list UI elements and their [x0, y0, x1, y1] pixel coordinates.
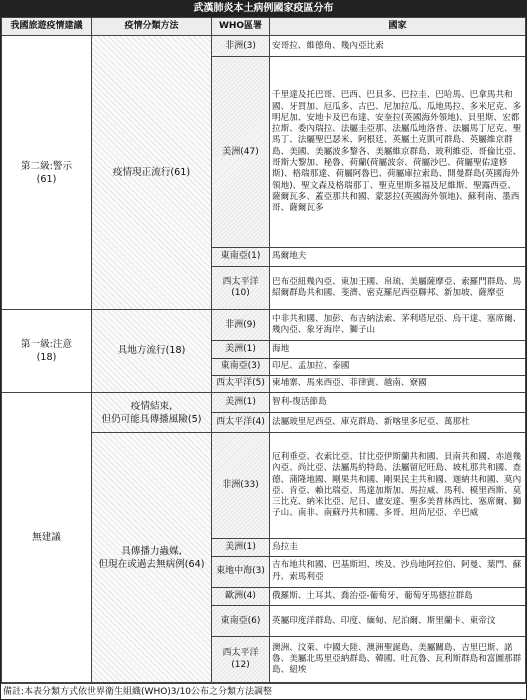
- region-cell: 非洲(33): [212, 433, 270, 539]
- country-cell: 智利-復活節島: [270, 392, 526, 412]
- region-cell: 西太平洋(10): [212, 266, 270, 309]
- method-ended: 疫情結束, 但仍可能具傳播風險(5): [92, 392, 212, 432]
- country-cell: 中非共和國、加彭、布吉納法索、茅利塔尼亞、烏干達、塞席爾、幾內亞、象牙海岸、獅子山: [270, 310, 526, 341]
- advisory-count: (61): [36, 173, 57, 185]
- region-cell: 美洲(1): [212, 539, 270, 556]
- advisory-label: 第一級:注意: [20, 338, 73, 350]
- advisory-none: 無建議: [2, 392, 92, 682]
- country-cell: 法屬玻里尼西亞、庫克群島、新喀里多尼亞、萬那杜: [270, 413, 526, 433]
- method-level1: 具地方流行(18): [92, 310, 212, 393]
- country-cell: 厄利垂亞、衣索比亞、甘比亞伊斯蘭共和國、貝南共和國、赤道幾內亞、尚比亞、法屬馬約特島、法屬留尼旺島、坡札那共和國、查德、蒲隆地國、剛果共和國、剛果民主共和國、迦納共和國、莫內亞、肯亞、賴比瑞亞、馬達加斯加、馬拉威、馬利、模里西斯、莫三比克、納米比亞、尼日、盧安達、聖多美普林西比、塞席爾、獅子山、南非、南蘇丹共和國、多哥、坦尚尼亞、辛巴威: [270, 433, 526, 539]
- table-row: [2, 310, 526, 341]
- advisory-label: 第二級:警示: [20, 160, 73, 172]
- region-cell: 東南亞(6): [212, 606, 270, 637]
- country-cell: 英屬印度洋群島、印度、緬甸、尼泊爾、斯里蘭卡、東帝汶: [270, 606, 526, 637]
- country-cell: 烏拉圭: [270, 539, 526, 556]
- table-row: [2, 36, 526, 57]
- method-vector: 具傳播力蟲媒, 但現在或過去無病例(64): [92, 433, 212, 683]
- region-cell: 東南亞(3): [212, 358, 270, 375]
- header-method: 疫情分類方法: [92, 18, 212, 36]
- region-cell: 非洲(3): [212, 36, 270, 57]
- epidemic-table: [1, 17, 526, 683]
- advisory-count: (18): [36, 351, 57, 363]
- method-level2: 疫情現正流行(61): [92, 36, 212, 310]
- region-cell: 西太平洋(5): [212, 375, 270, 392]
- header-who: WHO區署: [212, 18, 270, 36]
- header-advisory: 我國旅遊疫情建議: [2, 18, 92, 36]
- country-cell: 印尼、孟加拉、泰國: [270, 358, 526, 375]
- header-country: 國家: [270, 18, 526, 36]
- region-cell: 西太平洋(4): [212, 413, 270, 433]
- region-cell: 東地中海(3): [212, 556, 270, 587]
- country-cell: 海地: [270, 341, 526, 358]
- header-row: [2, 18, 526, 36]
- table-title: 武漢肺炎本土病例國家疫區分布: [1, 1, 526, 17]
- country-cell: 俄羅斯、土耳其、喬治亞-葡萄牙、葡萄牙馬德拉群島: [270, 587, 526, 605]
- country-cell: 吉布地共和國、巴基斯坦、埃及、沙烏地阿拉伯、阿曼、葉門、蘇丹、索馬利亞: [270, 556, 526, 587]
- region-cell: 西太平洋(12): [212, 637, 270, 683]
- region-cell: 歐洲(4): [212, 587, 270, 605]
- country-cell: 馬爾地夫: [270, 248, 526, 266]
- region-cell: 美洲(47): [212, 57, 270, 248]
- country-cell: 澳洲、汶萊、中國大陸、澳洲聖誕島、美屬關島、吉里巴斯、諾魯、美屬北馬里亞納群島、韓國、吐瓦魯、瓦利斯群島和富圖那群島、紐埃: [270, 637, 526, 683]
- footnote: 備註:本表分類方式依世界衛生組織(WHO)3/10公布之分類方法調整: [1, 683, 526, 699]
- country-cell: 柬埔寨、馬來西亞、菲律賓、越南、寮國: [270, 375, 526, 392]
- country-cell: 千里達及托巴哥、巴西、巴貝多、巴拉圭、巴哈馬、巴拿馬共和國、牙買加、厄瓜多、古巴、尼加拉瓜、瓜地馬拉、多米尼克、多明尼加、安地卡及巴布達、安奎拉(英國海外領地)、貝里斯、宏都拉斯、委內瑞拉、法屬圭亞那、法屬瓜地洛普、法屬馬丁尼克、聖馬丁、法屬聖巴瑟米、阿根廷、英屬土克凱可群島、英屬維京群島、美國、美屬波多黎各、美屬維京群島、玻利維亞、哥倫比亞、哥斯大黎加、秘魯、荷蘭(荷屬波奈、荷屬沙巴、荷屬聖佑達修斯)、格瑞那達、荷屬阿魯巴、荷屬庫拉索島、開曼群島(英國海外領地)、聖文森及格瑞那丁、聖克里斯多福及尼維斯、聖露西亞、薩爾瓦多、蓋亞那共和國、蒙瑟拉(英國海外領地)、蘇利南、墨西哥、薩爾瓦多: [270, 57, 526, 248]
- region-cell: 東南亞(1): [212, 248, 270, 266]
- advisory-level1: [2, 310, 92, 393]
- country-cell: 安哥拉、維德角、幾內亞比索: [270, 36, 526, 57]
- region-cell: 非洲(9): [212, 310, 270, 341]
- table-row: [2, 392, 526, 412]
- country-cell: 巴布亞紐幾內亞、東加王國、帛琉、美屬薩摩亞、索羅門群島、馬紹爾群島共和國、斐濟、密克羅尼西亞聯邦、新加坡、薩摩亞: [270, 266, 526, 309]
- region-cell: 美洲(1): [212, 341, 270, 358]
- region-cell: 美洲(1): [212, 392, 270, 412]
- advisory-level2: [2, 36, 92, 310]
